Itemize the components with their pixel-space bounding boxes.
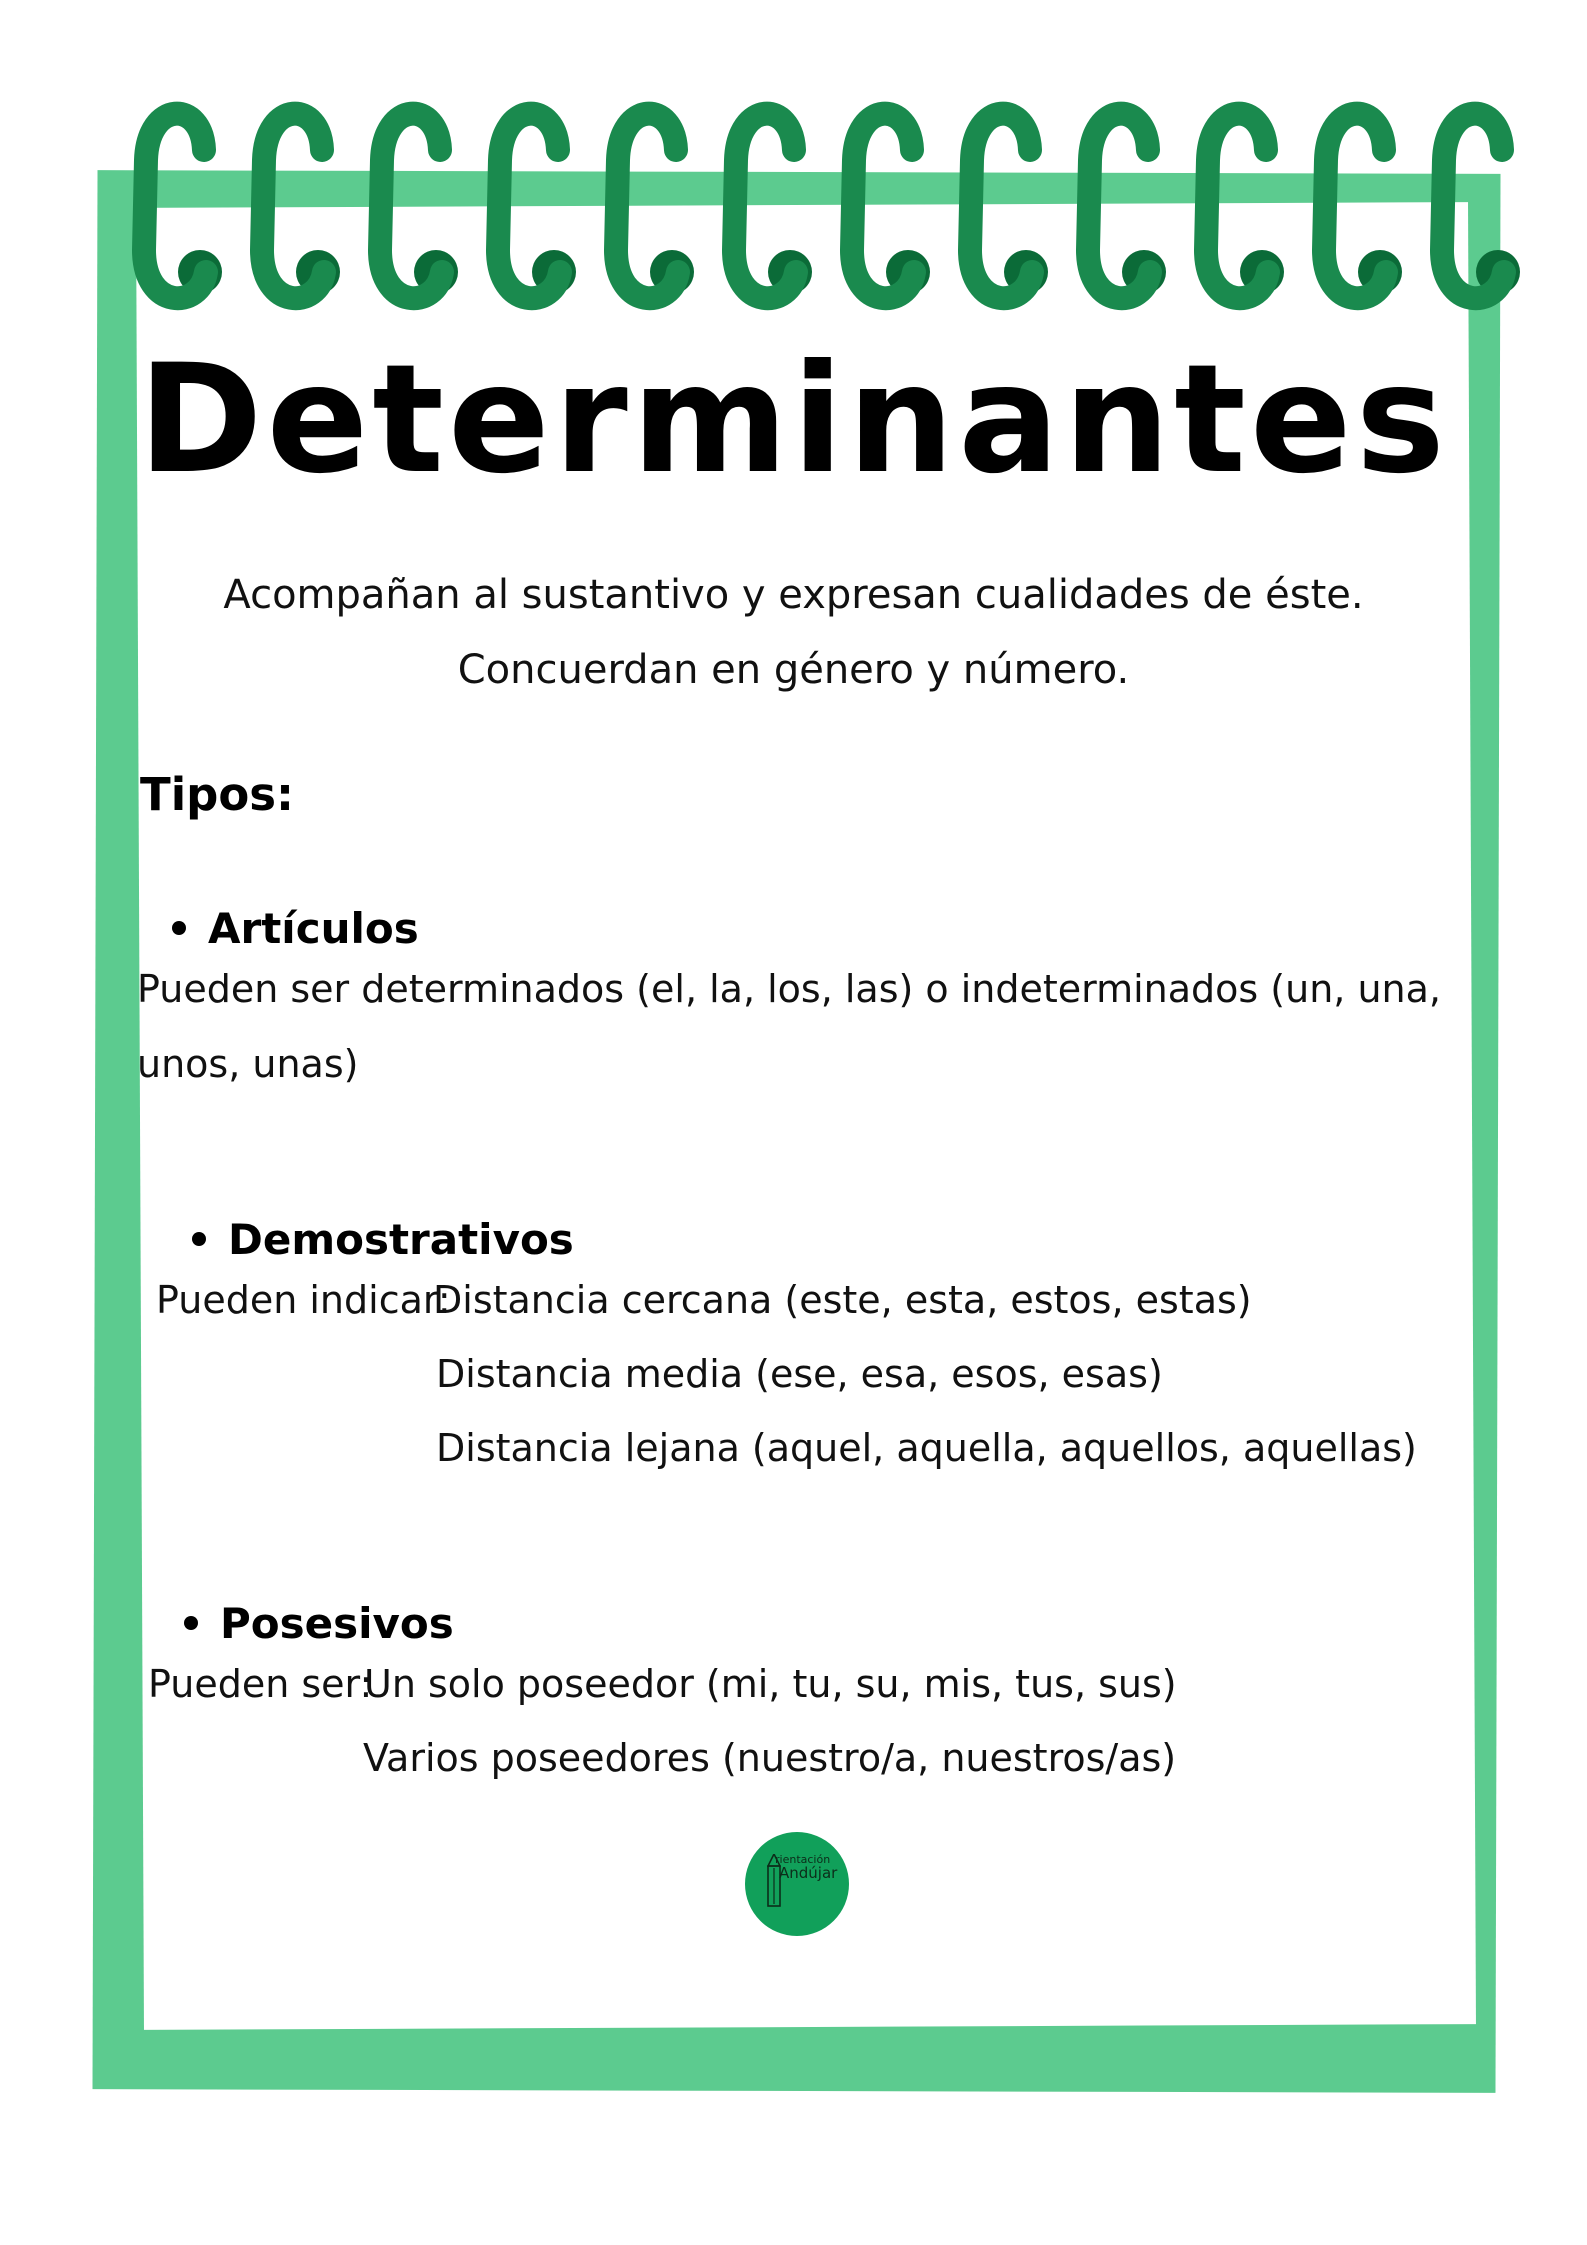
intro-line-1: Acompañan al sustantivo y expresan cualidades de éste. (223, 572, 1364, 618)
bullet-posesivos (184, 1599, 454, 1648)
demostrativos-item-3: Distancia lejana (aquel, aquella, aquellos, aquellas) (436, 1426, 1417, 1470)
logo-text-main: Andújar (779, 1864, 838, 1882)
articulos-line-2: unos, unas) (137, 1042, 359, 1086)
posesivos-lead: Pueden ser: (148, 1662, 373, 1706)
demostrativos-item-2: Distancia media (ese, esa, esos, esas) (436, 1352, 1163, 1396)
posesivos-item-1: Un solo poseedor (mi, tu, su, mis, tus, sus) (364, 1662, 1177, 1706)
demostrativos-title: Demostrativos (228, 1215, 574, 1264)
demostrativos-lead: Pueden indicar: (156, 1278, 451, 1322)
bullet-dot (172, 921, 186, 935)
posesivos-title: Posesivos (220, 1599, 454, 1648)
articulos-line-1: Pueden ser determinados (el, la, los, las) o indeterminados (un, una, (137, 967, 1441, 1011)
bullet-dot (184, 1616, 198, 1630)
bullet-demostrativos (192, 1215, 574, 1264)
bullet-articulos (172, 904, 419, 953)
orientacion-andujar-logo (745, 1832, 849, 1936)
logo-text-top: rientación (775, 1853, 831, 1866)
tipos-heading: Tipos: (140, 768, 295, 821)
intro-line-2: Concuerdan en género y número. (457, 647, 1130, 693)
page-title: Determinantes (138, 333, 1449, 507)
bullet-dot (192, 1232, 206, 1246)
demostrativos-item-1: Distancia cercana (este, esta, estos, estas) (433, 1278, 1252, 1322)
articulos-title: Artículos (208, 904, 419, 953)
posesivos-item-2: Varios poseedores (nuestro/a, nuestros/as) (363, 1736, 1177, 1780)
